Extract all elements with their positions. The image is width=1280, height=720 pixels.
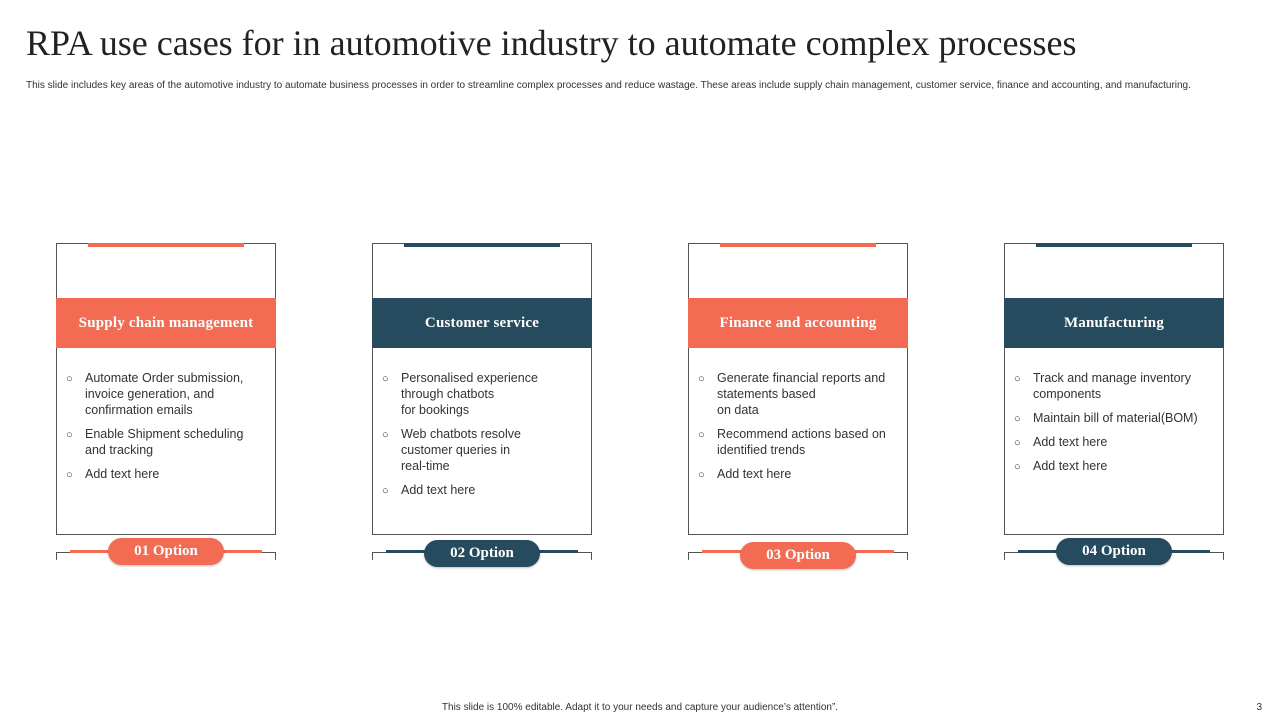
option-badge-04: 04 Option — [1056, 538, 1172, 565]
list-item: ○ Generate financial reports and statements based on data — [698, 371, 886, 417]
bullet-list — [381, 370, 583, 506]
card-top-accent — [404, 243, 560, 247]
hollow-circle-icon: ○ — [382, 429, 389, 441]
list-item: ○ Maintain bill of material(BOM) — [1014, 411, 1198, 425]
card-finance-accounting — [688, 243, 908, 535]
card-customer-service — [372, 243, 592, 535]
slide-title: RPA use cases for in automotive industry to automate complex processes — [26, 23, 1077, 63]
card-heading: Manufacturing — [1004, 298, 1224, 348]
list-item: ○ Enable Shipment scheduling and tracking — [66, 427, 244, 457]
hollow-circle-icon: ○ — [66, 373, 73, 385]
hollow-circle-icon: ○ — [382, 373, 389, 385]
slide-subtitle: This slide includes key areas of the automotive industry to automate business processes in order to streamline complex processes and reduce wastage. These areas include supply chain management, customer service, finance and accounting, and manufacturing. — [26, 80, 1191, 91]
list-item: ○ Add text here — [66, 467, 160, 481]
list-item: ○ Add text here — [382, 483, 476, 497]
list-item: ○ Track and manage inventory components — [1014, 371, 1191, 401]
card-top-accent — [88, 243, 244, 247]
slide-footer: This slide is 100% editable. Adapt it to your needs and capture your audience’s attention”. — [441, 702, 839, 713]
hollow-circle-icon: ○ — [1014, 413, 1021, 425]
hollow-circle-icon: ○ — [382, 485, 389, 497]
list-item: ○ Recommend actions based on identified trends — [698, 427, 886, 457]
card-top-accent — [720, 243, 876, 247]
list-item: ○ Add text here — [1014, 459, 1108, 473]
card-heading: Customer service — [372, 298, 592, 348]
bullet-list — [1013, 370, 1215, 482]
bullet-list — [65, 370, 267, 490]
hollow-circle-icon: ○ — [698, 373, 705, 385]
card-supply-chain — [56, 243, 276, 535]
hollow-circle-icon: ○ — [66, 429, 73, 441]
card-manufacturing — [1004, 243, 1224, 535]
option-badge-02: 02 Option — [424, 540, 540, 567]
bullet-list — [697, 370, 899, 490]
hollow-circle-icon: ○ — [698, 429, 705, 441]
list-item: ○ Automate Order submission, invoice generation, and confirmation emails — [66, 371, 244, 417]
hollow-circle-icon: ○ — [698, 469, 705, 481]
card-top-accent — [1036, 243, 1192, 247]
list-item: ○ Add text here — [698, 467, 792, 481]
card-heading: Supply chain management — [56, 298, 276, 348]
list-item: ○ Personalised experience through chatbots for bookings — [382, 371, 538, 417]
hollow-circle-icon: ○ — [1014, 461, 1021, 473]
card-heading: Finance and accounting — [688, 298, 908, 348]
list-item: ○ Web chatbots resolve customer queries in real-time — [382, 427, 521, 473]
option-badge-03: 03 Option — [740, 542, 856, 569]
hollow-circle-icon: ○ — [1014, 437, 1021, 449]
hollow-circle-icon: ○ — [66, 469, 73, 481]
option-badge-01: 01 Option — [108, 538, 224, 565]
page-number: 3 — [1256, 702, 1262, 713]
hollow-circle-icon: ○ — [1014, 373, 1021, 385]
list-item: ○ Add text here — [1014, 435, 1108, 449]
